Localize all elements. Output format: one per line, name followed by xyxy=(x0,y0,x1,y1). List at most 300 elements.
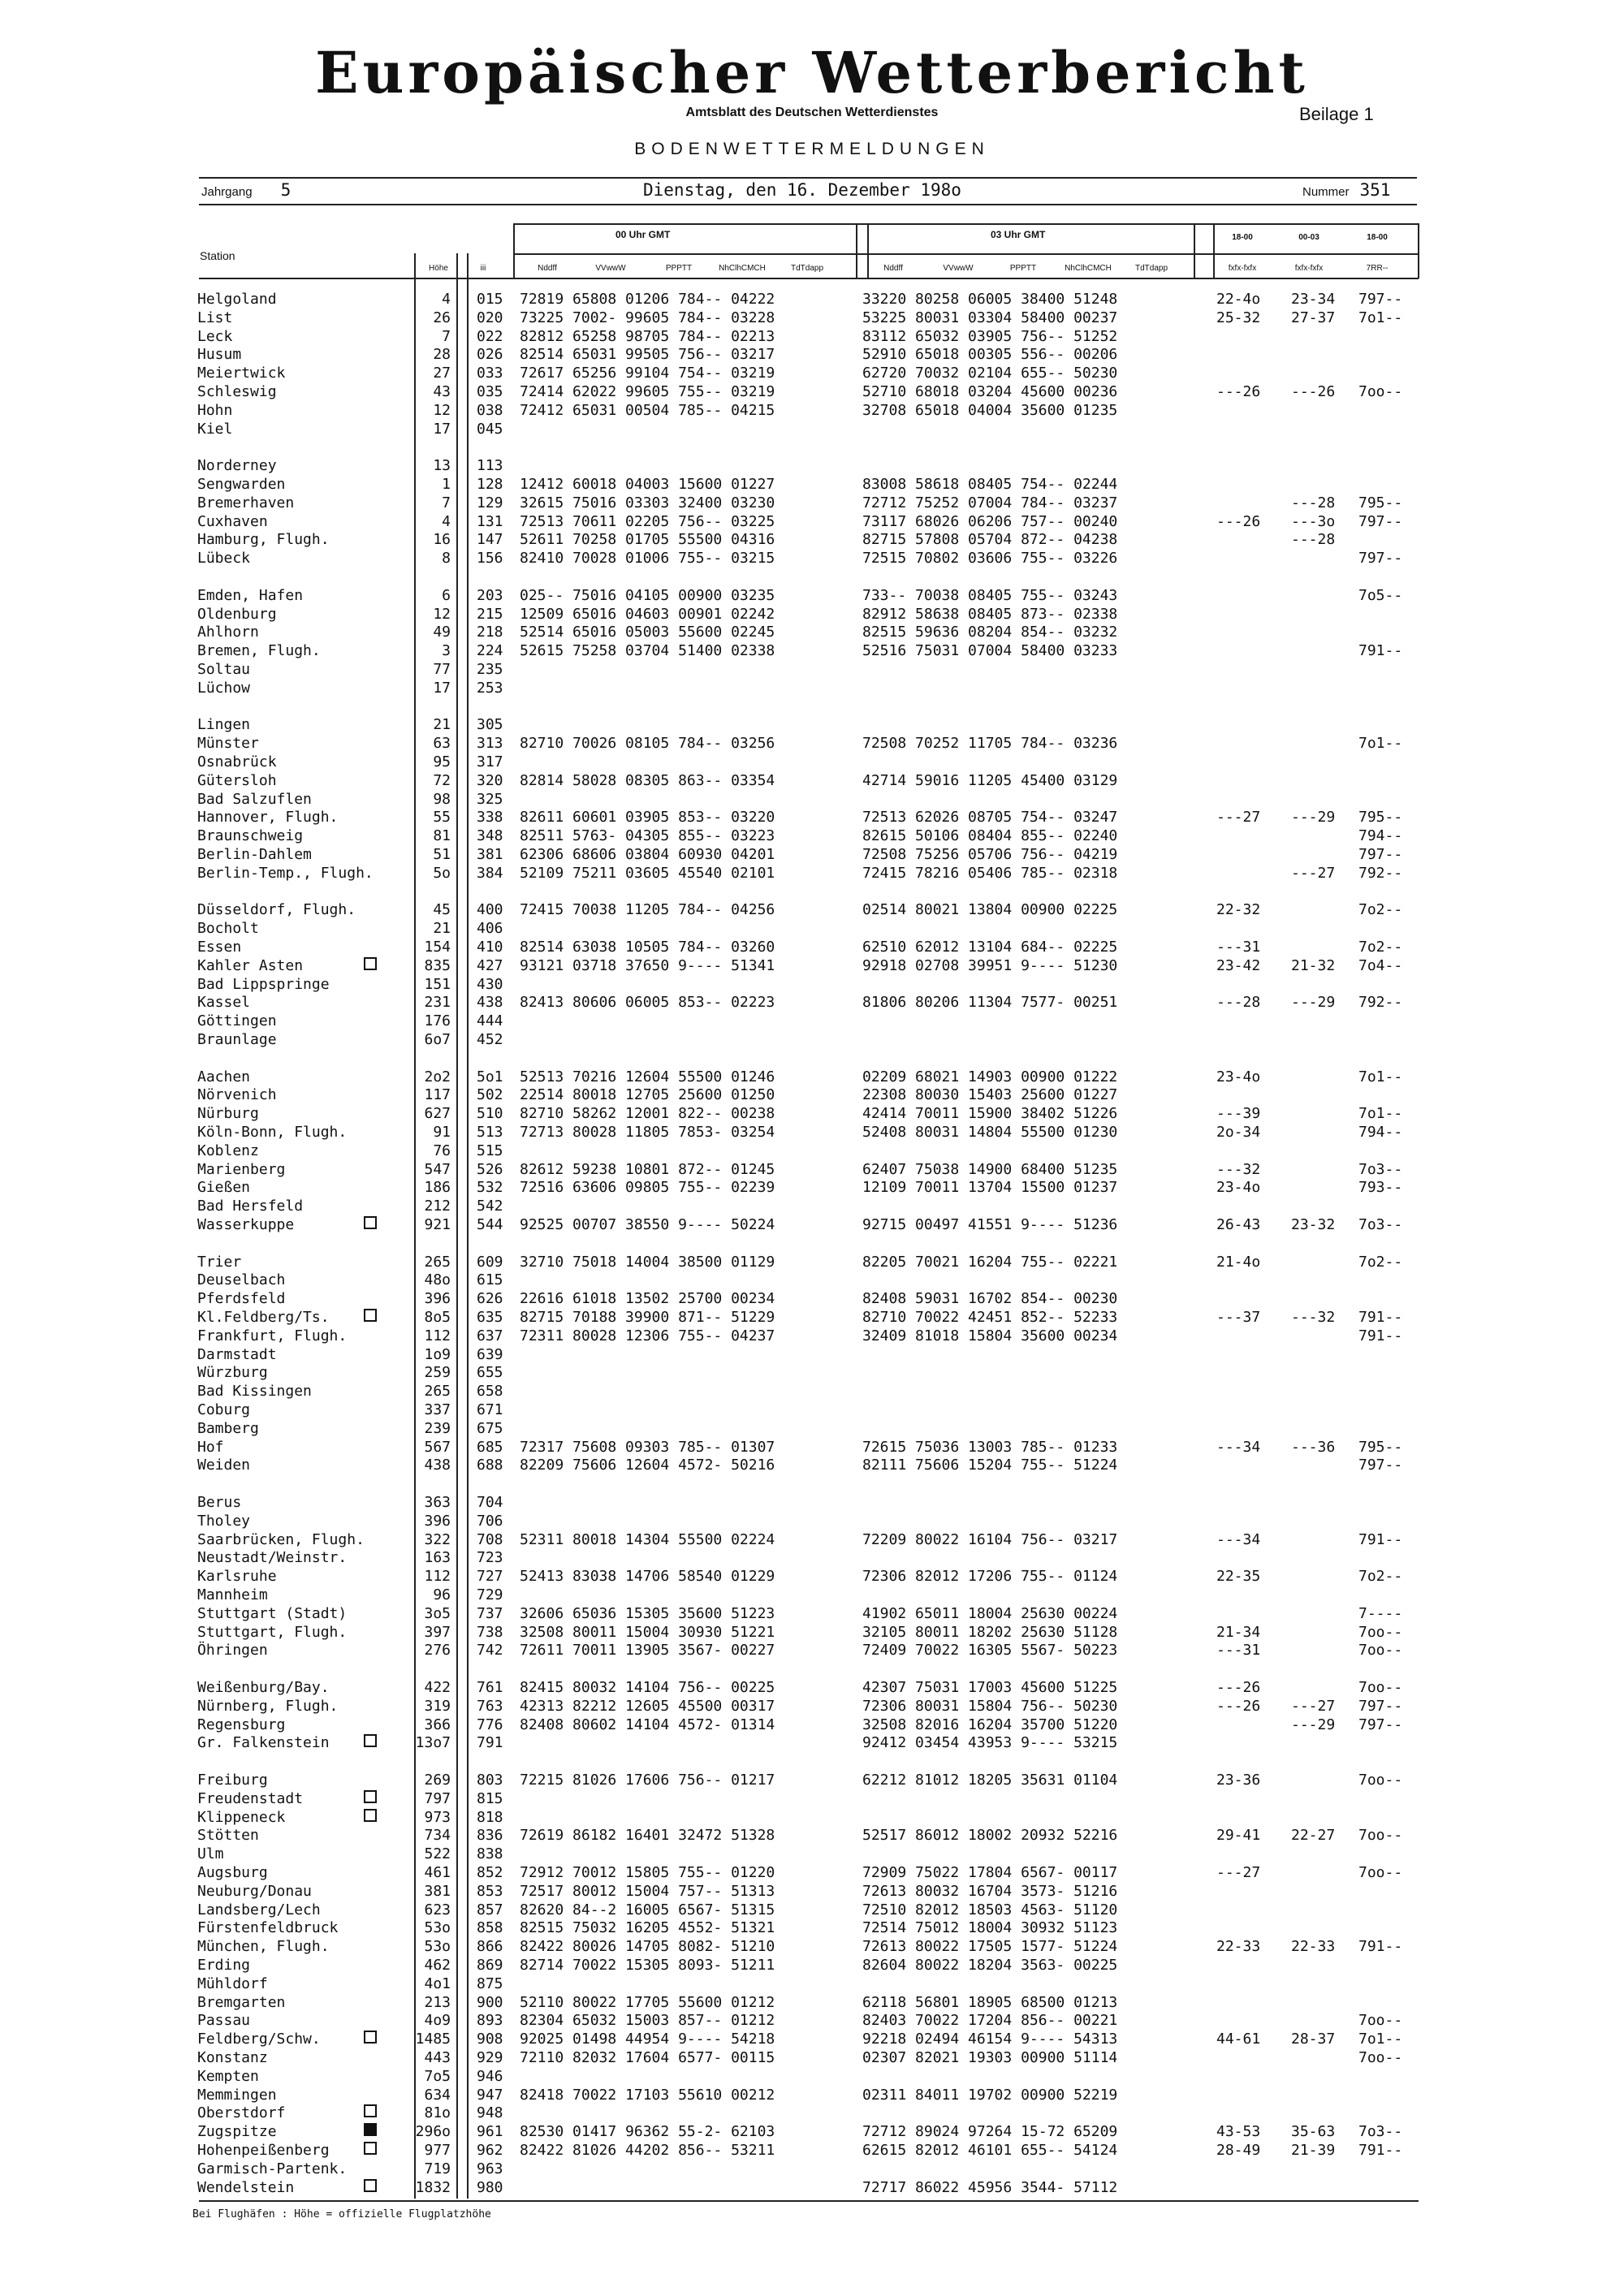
station-height: 13 xyxy=(433,457,451,475)
station-name: Tholey xyxy=(197,1512,251,1530)
station-index: 671 xyxy=(477,1401,503,1418)
station-name: Wendelstein xyxy=(197,2178,295,2196)
precip-group: 7o1-- xyxy=(1358,2031,1403,2048)
report-title: Europäischer Wetterbericht xyxy=(315,39,1309,106)
col-18-00b-header: 18-00 xyxy=(1367,233,1388,242)
gust-18-00: 22-4o xyxy=(1216,291,1261,308)
obs-03-groups: 72613 80032 16704 3573- 51216 xyxy=(862,1882,1118,1900)
station-row xyxy=(0,1883,1624,1901)
obs-03-groups: 33220 80258 06005 38400 51248 xyxy=(862,291,1118,308)
obs-03-groups: 02514 80021 13804 00900 02225 xyxy=(862,901,1118,919)
station-row xyxy=(0,1346,1624,1364)
obs-03-groups: 12109 70011 13704 15500 01237 xyxy=(862,1179,1118,1197)
station-index: 838 xyxy=(477,1845,503,1863)
precip-group: 7o4-- xyxy=(1358,956,1403,974)
precip-group: 791-- xyxy=(1358,1309,1403,1326)
station-height: 98 xyxy=(433,790,451,808)
station-name: Augsburg xyxy=(197,1864,268,1881)
station-name: Mannheim xyxy=(197,1586,268,1603)
station-row xyxy=(0,1198,1624,1215)
gust-00-03: 21-39 xyxy=(1291,2142,1336,2159)
station-row xyxy=(0,1271,1624,1289)
nummer-label: Nummer xyxy=(1302,185,1350,199)
obs-00-groups: 72611 70011 13905 3567- 00227 xyxy=(520,1642,775,1659)
station-row xyxy=(0,1642,1624,1659)
obs-03-groups: 32105 80011 18202 25630 51128 xyxy=(862,1623,1118,1641)
obs-00-groups: 52514 65016 05003 55600 02245 xyxy=(520,624,775,641)
station-height: 55 xyxy=(433,809,451,826)
obs-00-groups: 82408 80602 14104 4572- 01314 xyxy=(520,1716,775,1733)
station-row xyxy=(0,1216,1624,1234)
obs-03-groups: 52517 86012 18002 20932 52216 xyxy=(862,1827,1118,1845)
station-name: Kl.Feldberg/Ts. xyxy=(197,1309,330,1326)
station-index: 947 xyxy=(477,2086,503,2104)
precip-group: 7o2-- xyxy=(1358,901,1403,919)
station-height: 7o5 xyxy=(424,2067,451,2085)
gust-00-03: 23-34 xyxy=(1291,291,1336,308)
obs-00-groups: 12412 60018 04003 15600 01227 xyxy=(520,476,775,493)
station-name: Cuxhaven xyxy=(197,512,268,530)
obs-00-groups: 72819 65808 01206 784-- 04222 xyxy=(520,291,775,308)
col-7rr: 7RR-- xyxy=(1366,264,1389,273)
station-name: Hohn xyxy=(197,401,233,419)
station-name: Münster xyxy=(197,735,259,753)
obs-00-groups: 025-- 75016 04105 00900 03235 xyxy=(520,586,775,604)
gust-00-03: 27-37 xyxy=(1291,309,1336,326)
obs-03-groups: 52408 80031 14804 55500 01230 xyxy=(862,1124,1118,1141)
obs-00-groups: 82415 80032 14104 756-- 00225 xyxy=(520,1679,775,1696)
station-name: Memmingen xyxy=(197,2086,277,2104)
station-height: 76 xyxy=(433,1142,451,1159)
group-03-header: 03 Uhr GMT xyxy=(991,229,1046,240)
station-height: 28 xyxy=(433,346,451,364)
station-index: 900 xyxy=(477,1993,503,2011)
gust-18-00: ---28 xyxy=(1216,994,1261,1012)
obs-03-groups: 72306 80031 15804 756-- 50230 xyxy=(862,1697,1118,1715)
station-name: Hamburg, Flugh. xyxy=(197,531,330,549)
station-row xyxy=(0,1790,1624,1808)
station-height: 8 xyxy=(442,550,451,568)
obs-00-groups: 22616 61018 13502 25700 00234 xyxy=(520,1290,775,1308)
station-name: Bocholt xyxy=(197,920,259,938)
station-index: 609 xyxy=(477,1253,503,1271)
obs-00-groups: 52513 70216 12604 55500 01246 xyxy=(520,1068,775,1085)
station-height: 734 xyxy=(424,1827,451,1845)
station-name: Ahlhorn xyxy=(197,624,259,641)
station-index: 317 xyxy=(477,753,503,770)
station-name: Bremgarten xyxy=(197,1993,286,2011)
mountain-station-icon xyxy=(364,1790,377,1803)
station-name: Sengwarden xyxy=(197,476,286,493)
precip-group: 7o3-- xyxy=(1358,2123,1403,2141)
obs-00-groups: 73225 7002- 99605 784-- 03228 xyxy=(520,309,775,326)
station-row xyxy=(0,2142,1624,2160)
station-row xyxy=(0,513,1624,531)
precip-group: 7o3-- xyxy=(1358,1160,1403,1178)
obs-03-groups: 82111 75606 15204 755-- 51224 xyxy=(862,1457,1118,1474)
col-03-ppptt: PPPTT xyxy=(1009,264,1037,273)
precip-group: 795-- xyxy=(1358,494,1403,511)
station-index: 639 xyxy=(477,1345,503,1363)
station-row xyxy=(0,550,1624,568)
station-index: 033 xyxy=(477,365,503,382)
obs-03-groups: 72508 75256 05706 756-- 04219 xyxy=(862,846,1118,863)
mountain-station-icon xyxy=(364,2142,377,2155)
station-index: 131 xyxy=(477,512,503,530)
station-row xyxy=(0,2049,1624,2067)
gust-00-03: ---36 xyxy=(1291,1438,1336,1456)
precip-group: 795-- xyxy=(1358,809,1403,826)
station-name: Feldberg/Schw. xyxy=(197,2031,321,2048)
station-row xyxy=(0,1161,1624,1179)
obs-00-groups: 82530 01417 96362 55-2- 62103 xyxy=(520,2123,775,2141)
station-name: Oldenburg xyxy=(197,605,277,623)
gust-18-00: 29-41 xyxy=(1216,1827,1261,1845)
obs-03-groups: 02209 68021 14903 00900 01222 xyxy=(862,1068,1118,1085)
station-height: 522 xyxy=(424,1845,451,1863)
station-row xyxy=(0,606,1624,624)
station-height: 117 xyxy=(424,1086,451,1104)
station-name: Darmstadt xyxy=(197,1345,277,1363)
header-sep-c xyxy=(867,223,869,278)
precip-group: 7oo-- xyxy=(1358,1623,1403,1641)
obs-00-groups: 72311 80028 12306 755-- 04237 xyxy=(520,1327,775,1344)
station-height: 977 xyxy=(424,2142,451,2159)
obs-03-groups: 82408 59031 16702 854-- 00230 xyxy=(862,1290,1118,1308)
station-height: 276 xyxy=(424,1642,451,1659)
station-index: 929 xyxy=(477,2049,503,2066)
station-name: Nürburg xyxy=(197,1105,259,1123)
gust-18-00: ---34 xyxy=(1216,1530,1261,1548)
gust-18-00: ---27 xyxy=(1216,809,1261,826)
obs-03-groups: 02307 82021 19303 00900 51114 xyxy=(862,2049,1118,2066)
station-name: Weißenburg/Bay. xyxy=(197,1679,330,1696)
gust-18-00: ---34 xyxy=(1216,1438,1261,1456)
gust-00-03: ---29 xyxy=(1291,994,1336,1012)
station-height: 77 xyxy=(433,661,451,678)
obs-03-groups: 42307 75031 17003 45600 51225 xyxy=(862,1679,1118,1696)
obs-03-groups: 72513 62026 08705 754-- 03247 xyxy=(862,809,1118,826)
station-name: Karlsruhe xyxy=(197,1568,277,1586)
gust-00-03: 22-27 xyxy=(1291,1827,1336,1845)
gust-18-00: 22-35 xyxy=(1216,1568,1261,1586)
station-index: 452 xyxy=(477,1031,503,1048)
obs-03-groups: 72909 75022 17804 6567- 00117 xyxy=(862,1864,1118,1881)
station-row xyxy=(0,1957,1624,1974)
station-height: 296o xyxy=(415,2123,451,2141)
obs-00-groups: 52109 75211 03605 45540 02101 xyxy=(520,864,775,882)
station-height: 53o xyxy=(424,1919,451,1937)
gust-18-00: 23-4o xyxy=(1216,1179,1261,1197)
station-index: 763 xyxy=(477,1697,503,1715)
station-name: Köln-Bonn, Flugh. xyxy=(197,1124,348,1141)
station-name: Bad Salzuflen xyxy=(197,790,312,808)
station-row xyxy=(0,291,1624,309)
station-name: Neuburg/Donau xyxy=(197,1882,312,1900)
precip-group: 793-- xyxy=(1358,1179,1403,1197)
station-height: 265 xyxy=(424,1253,451,1271)
station-index: 515 xyxy=(477,1142,503,1159)
precip-group: 7oo-- xyxy=(1358,1864,1403,1881)
station-index: 946 xyxy=(477,2067,503,2085)
gust-00-03: 23-32 xyxy=(1291,1216,1336,1233)
station-row xyxy=(0,531,1624,549)
gust-00-03: ---27 xyxy=(1291,864,1336,882)
station-index: 381 xyxy=(477,846,503,863)
station-index: 706 xyxy=(477,1512,503,1530)
station-height: 719 xyxy=(424,2160,451,2177)
station-index: 224 xyxy=(477,642,503,660)
obs-00-groups: 72317 75608 09303 785-- 01307 xyxy=(520,1438,775,1456)
group-00-header: 00 Uhr GMT xyxy=(615,229,671,240)
station-row xyxy=(0,883,1624,901)
station-name: Hohenpeißenberg xyxy=(197,2142,330,2159)
station-index: 5o1 xyxy=(477,1068,503,1085)
station-height: 547 xyxy=(424,1160,451,1178)
precip-group: 7oo-- xyxy=(1358,1772,1403,1789)
station-row xyxy=(0,1605,1624,1623)
mountain-station-icon xyxy=(364,2179,377,2192)
header-sep-a xyxy=(513,223,515,278)
station-height: 1485 xyxy=(415,2031,451,2048)
station-name: Schleswig xyxy=(197,383,277,400)
gust-00-03: ---26 xyxy=(1291,383,1336,400)
col-00-vvwww: VVwwW xyxy=(595,264,626,273)
precip-group: 7o2-- xyxy=(1358,1568,1403,1586)
precip-group: 791-- xyxy=(1358,1327,1403,1344)
station-row xyxy=(0,1753,1624,1771)
station-height: 4 xyxy=(442,512,451,530)
station-index: 022 xyxy=(477,327,503,345)
station-name: Bamberg xyxy=(197,1419,259,1437)
obs-03-groups: 62212 81012 18205 35631 01104 xyxy=(862,1772,1118,1789)
col-00-dewpoint: TdTdapp xyxy=(790,264,824,273)
station-name: Pferdsfeld xyxy=(197,1290,286,1308)
obs-00-groups: 82714 70022 15305 8093- 51211 xyxy=(520,1957,775,1974)
precip-group: 797-- xyxy=(1358,1716,1403,1733)
mountain-station-icon xyxy=(364,957,377,970)
obs-00-groups: 92025 01498 44954 9---- 54218 xyxy=(520,2031,775,2048)
station-height: 319 xyxy=(424,1697,451,1715)
station-height: 265 xyxy=(424,1383,451,1400)
col-03-vvwww: VVwwW xyxy=(943,264,974,273)
station-index: 615 xyxy=(477,1271,503,1289)
station-row xyxy=(0,1327,1624,1345)
station-height: 634 xyxy=(424,2086,451,2104)
station-index: 688 xyxy=(477,1457,503,1474)
obs-03-groups: 82515 59636 08204 854-- 03232 xyxy=(862,624,1118,641)
obs-00-groups: 72415 70038 11205 784-- 04256 xyxy=(520,901,775,919)
station-index: 776 xyxy=(477,1716,503,1733)
station-height: 396 xyxy=(424,1290,451,1308)
precip-group: 797-- xyxy=(1358,550,1403,568)
obs-00-groups: 22514 80018 12705 25600 01250 xyxy=(520,1086,775,1104)
station-index: 866 xyxy=(477,1938,503,1956)
station-row xyxy=(0,1050,1624,1068)
obs-03-groups: 82710 70022 42451 852-- 52233 xyxy=(862,1309,1118,1326)
station-name: Meiertwick xyxy=(197,365,286,382)
precip-group: 7o5-- xyxy=(1358,586,1403,604)
station-row xyxy=(0,1549,1624,1567)
obs-00-groups: 82410 70028 01006 755-- 03215 xyxy=(520,550,775,568)
precip-group: 791-- xyxy=(1358,2142,1403,2159)
station-name: Bremen, Flugh. xyxy=(197,642,321,660)
obs-03-groups: 72613 80022 17505 1577- 51224 xyxy=(862,1938,1118,1956)
obs-00-groups: 72513 70611 02205 756-- 03225 xyxy=(520,512,775,530)
station-name: Garmisch-Partenk. xyxy=(197,2160,348,2177)
station-row xyxy=(0,1531,1624,1549)
station-row xyxy=(0,1698,1624,1716)
station-index: 857 xyxy=(477,1901,503,1918)
station-row xyxy=(0,976,1624,994)
obs-03-groups: 92715 00497 41551 9---- 51236 xyxy=(862,1216,1118,1233)
precip-group: 792-- xyxy=(1358,864,1403,882)
station-row xyxy=(0,642,1624,660)
station-name: Fürstenfeldbruck xyxy=(197,1919,339,1937)
station-row xyxy=(0,735,1624,753)
obs-03-groups: 81806 80206 11304 7577- 00251 xyxy=(862,994,1118,1012)
station-row xyxy=(0,1086,1624,1104)
gust-00-03: ---32 xyxy=(1291,1309,1336,1326)
beilage-label: Beilage 1 xyxy=(1299,104,1374,124)
obs-00-groups: 82422 80026 14705 8082- 51210 xyxy=(520,1938,775,1956)
station-row xyxy=(0,1716,1624,1734)
obs-03-groups: 82912 58638 08405 873-- 02338 xyxy=(862,605,1118,623)
station-name: Aachen xyxy=(197,1068,251,1085)
jahrgang xyxy=(201,180,291,201)
gust-18-00: 28-49 xyxy=(1216,2142,1261,2159)
station-row xyxy=(0,1401,1624,1419)
obs-00-groups: 72617 65256 99104 754-- 03219 xyxy=(520,365,775,382)
station-row xyxy=(0,1012,1624,1030)
station-height: 4 xyxy=(442,291,451,308)
col-00-ppptt: PPPTT xyxy=(665,264,693,273)
precip-group: 797-- xyxy=(1358,846,1403,863)
station-index: 852 xyxy=(477,1864,503,1881)
station-name: Würzburg xyxy=(197,1364,268,1382)
station-height: 422 xyxy=(424,1679,451,1696)
station-row xyxy=(0,1975,1624,1993)
station-row xyxy=(0,846,1624,864)
station-index: 253 xyxy=(477,679,503,697)
station-index: 438 xyxy=(477,994,503,1012)
mountain-station-icon xyxy=(364,1734,377,1747)
obs-03-groups: 72712 89024 97264 15-72 65209 xyxy=(862,2123,1118,2141)
station-height: 43 xyxy=(433,383,451,400)
obs-03-groups: 32508 82016 16204 35700 51220 xyxy=(862,1716,1118,1733)
station-index: 128 xyxy=(477,476,503,493)
station-row xyxy=(0,1994,1624,2012)
obs-00-groups: 52615 75258 03704 51400 02338 xyxy=(520,642,775,660)
obs-03-groups: 41902 65011 18004 25630 00224 xyxy=(862,1604,1118,1622)
col-03-clouds: NhClhCMCH xyxy=(1065,264,1112,273)
gust-18-00: ---27 xyxy=(1216,1864,1261,1881)
precip-group: 7o2-- xyxy=(1358,1253,1403,1271)
station-height: 231 xyxy=(424,994,451,1012)
gust-18-00: ---26 xyxy=(1216,1679,1261,1696)
precip-group: 7oo-- xyxy=(1358,2012,1403,2030)
station-name: Oberstdorf xyxy=(197,2104,286,2122)
station-row xyxy=(0,994,1624,1012)
station-index: 218 xyxy=(477,624,503,641)
station-index: 215 xyxy=(477,605,503,623)
station-row xyxy=(0,1919,1624,1937)
station-index: 203 xyxy=(477,586,503,604)
gust-18-00: ---31 xyxy=(1216,939,1261,956)
iii-header: iii xyxy=(480,264,486,273)
obs-00-groups: 32615 75016 03303 32400 03230 xyxy=(520,494,775,511)
station-index: 723 xyxy=(477,1549,503,1567)
station-height: 154 xyxy=(424,939,451,956)
top-rule xyxy=(199,177,1417,179)
station-name: Lübeck xyxy=(197,550,251,568)
mountain-station-icon xyxy=(364,2104,377,2117)
station-name: Regensburg xyxy=(197,1716,286,1733)
footnote: Bei Flughäfen : Höhe = offizielle Flugplatzhöhe xyxy=(192,2208,491,2220)
station-index: 444 xyxy=(477,1012,503,1030)
mountain-station-icon xyxy=(364,2031,377,2044)
station-row xyxy=(0,1364,1624,1382)
station-index: 113 xyxy=(477,457,503,475)
station-index: 675 xyxy=(477,1419,503,1437)
header-rule-1 xyxy=(513,223,1419,225)
station-index: 313 xyxy=(477,735,503,753)
obs-00-groups: 82710 58262 12001 822-- 00238 xyxy=(520,1105,775,1123)
obs-00-groups: 72215 81026 17606 756-- 01217 xyxy=(520,1772,775,1789)
station-row xyxy=(0,1938,1624,1956)
station-height: 45 xyxy=(433,901,451,919)
station-name: München, Flugh. xyxy=(197,1938,330,1956)
station-name: Kahler Asten xyxy=(197,956,304,974)
station-name: Essen xyxy=(197,939,242,956)
bottom-rule xyxy=(199,2200,1419,2202)
station-index: 635 xyxy=(477,1309,503,1326)
station-height: 4o9 xyxy=(424,2012,451,2030)
obs-03-groups: 62407 75038 14900 68400 51235 xyxy=(862,1160,1118,1178)
station-row xyxy=(0,772,1624,790)
obs-03-groups: 92412 03454 43953 9---- 53215 xyxy=(862,1734,1118,1752)
gust-18-00: 23-42 xyxy=(1216,956,1261,974)
header-sep-e xyxy=(1213,223,1215,278)
station-row xyxy=(0,865,1624,883)
station-index: 980 xyxy=(477,2178,503,2196)
station-name: Berlin-Dahlem xyxy=(197,846,312,863)
obs-00-groups: 82612 59238 10801 872-- 01245 xyxy=(520,1160,775,1178)
station-height: 176 xyxy=(424,1012,451,1030)
obs-03-groups: 72514 75012 18004 30932 51123 xyxy=(862,1919,1118,1937)
station-name: Trier xyxy=(197,1253,242,1271)
obs-00-groups: 72619 86182 16401 32472 51328 xyxy=(520,1827,775,1845)
jahrgang-value: 5 xyxy=(280,180,292,200)
station-index: 410 xyxy=(477,939,503,956)
station-index: 320 xyxy=(477,771,503,789)
station-row xyxy=(0,365,1624,382)
obs-03-groups: 72409 70022 16305 5567- 50223 xyxy=(862,1642,1118,1659)
station-name: Düsseldorf, Flugh. xyxy=(197,901,356,919)
obs-03-groups: 52910 65018 00305 556-- 00206 xyxy=(862,346,1118,364)
station-row xyxy=(0,421,1624,438)
station-name: Braunlage xyxy=(197,1031,277,1048)
obs-00-groups: 42313 82212 12605 45500 00317 xyxy=(520,1697,775,1715)
station-index: 836 xyxy=(477,1827,503,1845)
obs-00-groups: 82514 63038 10505 784-- 03260 xyxy=(520,939,775,956)
gust-00-03: ---3o xyxy=(1291,512,1336,530)
station-index: 685 xyxy=(477,1438,503,1456)
station-row xyxy=(0,1845,1624,1863)
obs-00-groups: 82814 58028 08305 863-- 03354 xyxy=(520,771,775,789)
station-name: Saarbrücken, Flugh. xyxy=(197,1530,365,1548)
station-name: Freiburg xyxy=(197,1772,268,1789)
